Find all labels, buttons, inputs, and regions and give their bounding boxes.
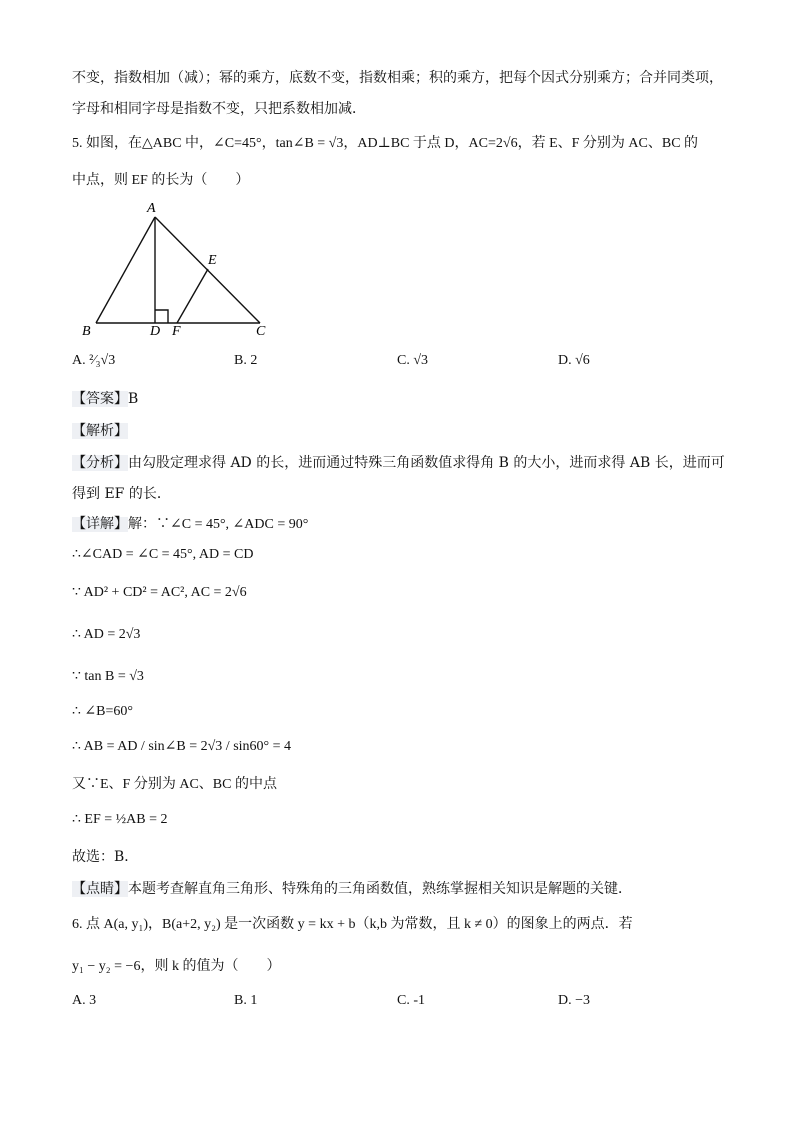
right-angle-mark	[155, 310, 168, 323]
question-5-stem-line-2: 中点，则 EF 的长为（ ）	[72, 173, 250, 188]
solution-step-3: ∴ AD = 2√3	[72, 627, 141, 642]
answer-value: B	[128, 391, 139, 407]
solution-step-2: ∵ AD² + CD² = AC², AC = 2√6	[72, 585, 247, 600]
side-ab	[96, 217, 155, 323]
label-c: C	[256, 324, 266, 338]
solution-step-4: ∵ tan B = √3	[72, 669, 144, 684]
label-b: B	[82, 324, 91, 338]
detail-line	[72, 515, 308, 535]
question-6-option-b: B. 1	[234, 993, 258, 1008]
detail-label: 【详解】	[72, 517, 128, 532]
fenxi-text-1: 由勾股定理求得 AD 的长，进而通过特殊三角函数值求得角 B 的大小，进而求得 AB 长，进而可	[128, 455, 725, 471]
label-e: E	[208, 253, 217, 268]
triangle-figure	[80, 198, 280, 338]
question-6-stem-line-1: 6. 点 A(a, y₁)，B(a+2, y₂) 是一次函数 y = kx + b（k,b 为常数，且 k ≠ 0）的图象上的两点．若	[72, 917, 633, 932]
solution-step-1: ∴∠CAD = ∠C = 45°, AD = CD	[72, 547, 254, 562]
fenxi-label: 【分析】	[72, 455, 128, 471]
question-6-stem-line-2: y₁ − y₂ = −6，则 k 的值为（ ）	[72, 959, 281, 974]
answer-label: 【答案】	[72, 391, 128, 407]
question-5-option-b: B. 2	[234, 353, 258, 368]
question-6-option-c: C. -1	[397, 993, 425, 1008]
segment-ef	[177, 269, 208, 323]
answer-line	[72, 389, 138, 409]
label-d: D	[150, 324, 161, 338]
label-f: F	[172, 324, 181, 338]
comment-text: 本题考查解直角三角形、特殊角的三角函数值，熟练掌握相关知识是解题的关键．	[128, 881, 632, 897]
intro-line-1: 不变，指数相加（减）；幂的乘方，底数不变，指数相乘；积的乘方，把每个因式分别乘方；合并同类项，	[72, 70, 723, 86]
solution-step-9: 故选：B．	[72, 849, 139, 865]
solution-step-5: ∴ ∠B=60°	[72, 704, 133, 719]
detail-text: 解：∵∠C = 45°, ∠ADC = 90°	[128, 517, 309, 532]
fenxi-line-2: 得到 EF 的长．	[72, 486, 171, 502]
label-a: A	[147, 201, 156, 216]
intro-line-2: 字母和相同字母是指数不变，只把系数相加减．	[72, 101, 366, 117]
question-5-option-d: D. √6	[558, 353, 590, 368]
fenxi-line-1	[72, 453, 725, 473]
question-5-option-c: C. √3	[397, 353, 429, 368]
analysis-label: 【解析】	[72, 423, 128, 439]
solution-step-7: 又∵E、F 分别为 AC、BC 的中点	[72, 777, 277, 792]
question-6-option-d: D. −3	[558, 993, 591, 1008]
question-5-option-a: A. ²⁄₃√3	[72, 353, 116, 368]
solution-step-6: ∴ AB = AD / sin∠B = 2√3 / sin60° = 4	[72, 739, 292, 754]
comment-label: 【点睛】	[72, 881, 128, 897]
analysis-heading	[72, 421, 128, 441]
question-6-option-a: A. 3	[72, 993, 97, 1008]
comment-line	[72, 879, 632, 899]
question-5-stem-line-1: 5. 如图，在△ABC 中，∠C=45°，tan∠B = √3，AD⊥BC 于点 D，AC=2√6，若 E、F 分别为 AC、BC 的	[72, 136, 699, 151]
solution-step-8: ∴ EF = ½AB = 2	[72, 812, 168, 827]
